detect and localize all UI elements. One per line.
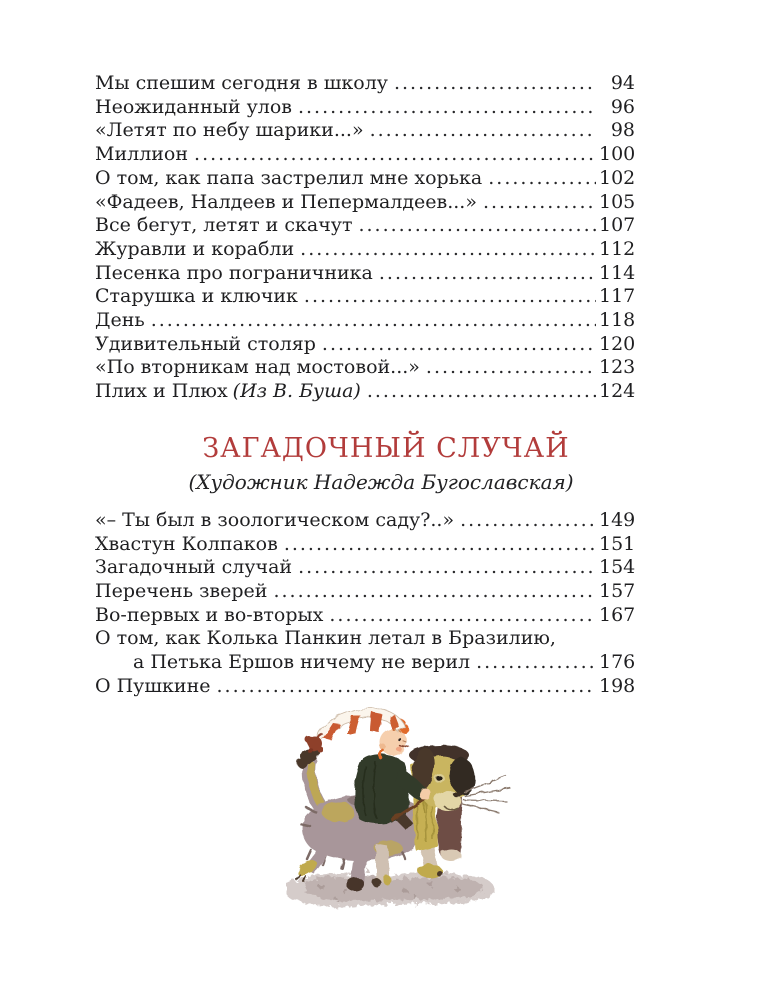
dot-leader bbox=[379, 262, 596, 286]
toc-entry-page: 118 bbox=[599, 309, 636, 332]
dot-leader bbox=[273, 580, 596, 604]
toc-entry-title: Все бегут, летят и скачут bbox=[95, 214, 353, 237]
section-subtitle: (Художник Надежда Бугославская) bbox=[188, 469, 574, 494]
dot-leader bbox=[216, 675, 596, 699]
toc-entry bbox=[95, 214, 635, 238]
toc-entry-title: О Пушкине bbox=[95, 674, 211, 697]
toc-entry-title: Перечень зверей bbox=[95, 579, 268, 602]
toc-entry-title: Неожиданный улов bbox=[95, 95, 292, 118]
toc-entry bbox=[95, 238, 635, 262]
illustration-boy-riding-shaggy-dog bbox=[0, 700, 772, 926]
toc-entry bbox=[95, 191, 635, 215]
toc-entry bbox=[95, 96, 635, 120]
toc-entry bbox=[95, 356, 635, 380]
toc-entry-page: 198 bbox=[599, 674, 636, 697]
dot-leader bbox=[329, 604, 596, 628]
toc-entry-title: Миллион bbox=[95, 143, 189, 166]
toc-entry-page: 96 bbox=[610, 95, 635, 118]
toc-entry-title: Журавли и корабли bbox=[95, 237, 295, 260]
dot-leader bbox=[394, 72, 596, 96]
toc-entry bbox=[95, 533, 635, 557]
toc-entry-page: 98 bbox=[610, 119, 635, 142]
ground-shadow bbox=[286, 868, 494, 907]
toc-entry bbox=[95, 167, 635, 191]
dot-leader bbox=[151, 309, 596, 333]
toc-entry-page: 107 bbox=[599, 214, 636, 237]
toc-entry-page: 167 bbox=[599, 603, 636, 626]
toc-entry-title: День bbox=[95, 309, 145, 332]
toc-entry-title-italic: (Из В. Буша) bbox=[232, 380, 361, 403]
toc-entry-title: Песенка про пограничника bbox=[95, 261, 373, 284]
toc-entry-title: Старушка и ключик bbox=[95, 285, 298, 308]
toc-entry-continuation bbox=[95, 651, 635, 675]
toc-entry-page: 124 bbox=[599, 380, 636, 403]
toc-entry-page: 123 bbox=[599, 356, 636, 379]
toc-entry bbox=[95, 262, 635, 286]
toc-entry-page: 151 bbox=[599, 532, 636, 555]
toc-entry-page: 112 bbox=[599, 237, 636, 260]
toc-entry-page: 157 bbox=[599, 579, 636, 602]
toc-entry bbox=[95, 580, 635, 604]
dot-leader bbox=[298, 96, 596, 120]
toc-entry bbox=[95, 675, 635, 699]
toc-entry-title: Загадочный случай bbox=[95, 556, 293, 579]
toc-entry-title: а Петька Ершов ничему не верил bbox=[133, 651, 471, 674]
toc-entry-title: О том, как папа застрелил мне хорька bbox=[95, 166, 483, 189]
dot-leader bbox=[284, 533, 596, 557]
dot-leader bbox=[194, 143, 596, 167]
toc-entry bbox=[95, 72, 635, 96]
toc-entry-page: 120 bbox=[599, 332, 636, 355]
dot-leader bbox=[322, 333, 596, 357]
toc-entry-title: «Летят по небу шарики...» bbox=[95, 119, 364, 142]
toc-entry-title: О том, как Колька Панкин летал в Бразилию, bbox=[95, 627, 556, 650]
toc-entry-title: Мы спешим сегодня в школу bbox=[95, 72, 388, 94]
toc-entry bbox=[95, 333, 635, 357]
toc-entry bbox=[95, 509, 635, 533]
toc-entry bbox=[95, 309, 635, 333]
toc-entry-title: Удивительный столяр bbox=[95, 332, 316, 355]
dot-leader bbox=[304, 285, 596, 309]
dot-leader bbox=[370, 119, 596, 143]
dot-leader bbox=[460, 509, 596, 533]
toc-entry bbox=[95, 627, 635, 651]
toc-entry-title: «– Ты был в зоологическом саду?..» bbox=[95, 508, 455, 531]
toc-entry-title: «По вторникам над мостовой...» bbox=[95, 356, 420, 379]
toc-entry bbox=[95, 143, 635, 167]
toc-entry-title: Во-первых и во-вторых bbox=[95, 603, 324, 626]
toc-entry-page: 114 bbox=[599, 261, 636, 284]
dot-leader bbox=[426, 356, 596, 380]
toc-entry bbox=[95, 604, 635, 628]
toc-entry-page: 105 bbox=[599, 190, 636, 213]
dot-leader bbox=[358, 214, 596, 238]
toc-entry-page: 117 bbox=[599, 285, 636, 308]
dot-leader bbox=[300, 238, 596, 262]
toc-entry-page: 149 bbox=[599, 508, 636, 531]
toc-entry-page: 176 bbox=[599, 651, 636, 674]
toc-entry bbox=[95, 556, 635, 580]
toc-entry bbox=[95, 119, 635, 143]
toc-entry-title: «Фадеев, Налдеев и Пепермалдеев...» bbox=[95, 190, 477, 213]
toc-entry bbox=[95, 285, 635, 309]
toc-entry-title: Хвастун Колпаков bbox=[95, 532, 278, 555]
dot-leader bbox=[488, 167, 596, 191]
table-of-contents bbox=[95, 72, 635, 698]
toc-entry bbox=[95, 380, 635, 404]
illustration-svg bbox=[276, 700, 516, 922]
toc-entry-page: 94 bbox=[610, 72, 635, 94]
dot-leader bbox=[476, 651, 596, 675]
dot-leader bbox=[298, 556, 596, 580]
dot-leader bbox=[483, 191, 596, 215]
section-heading: ЗАГАДОЧНЫЙ СЛУЧАЙ bbox=[202, 432, 570, 464]
toc-entry-page: 102 bbox=[599, 166, 636, 189]
toc-entry-page: 154 bbox=[599, 556, 636, 579]
dot-leader bbox=[367, 380, 596, 404]
toc-entry-page: 100 bbox=[599, 143, 636, 166]
toc-entry-title: Плих и Плюх bbox=[95, 380, 228, 403]
